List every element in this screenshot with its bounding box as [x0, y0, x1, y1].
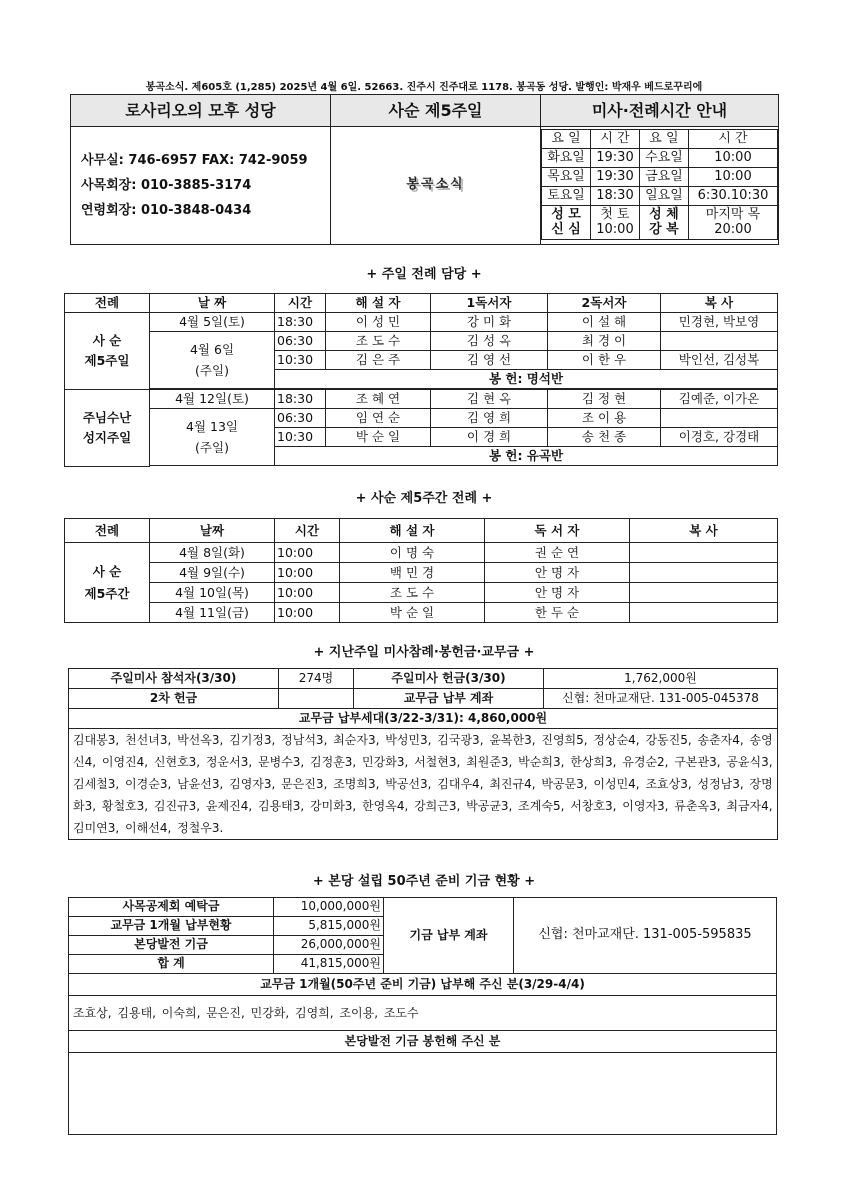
col-header: 시간 — [275, 294, 326, 313]
parish-name: 로사리오의 모후 성당 — [71, 95, 331, 127]
table-cell: 이 경 희 — [431, 428, 548, 447]
sunday-section-title: + 주일 전례 담당 + — [366, 267, 482, 282]
col-header: 독 서 자 — [485, 519, 630, 543]
liturgy-name: 사 순 제5주간 — [65, 543, 150, 623]
month-donor-list: 조효상, 김용태, 이숙희, 문은진, 민강화, 김영희, 조이용, 조도수 — [69, 996, 777, 1031]
fund-value: 26,000,000원 — [274, 936, 384, 955]
mt-cell: 금요일 — [639, 168, 688, 187]
mt-cell: 성 체 강 복 — [639, 206, 688, 240]
col-header: 날짜 — [150, 519, 275, 543]
time-cell: 18:30 — [275, 313, 326, 332]
col-header: 2독서자 — [548, 294, 661, 313]
liturgy-name: 주님수난 성지주일 — [65, 390, 150, 467]
fund-total-value: 41,815,000원 — [274, 955, 384, 974]
time-cell: 10:00 — [275, 563, 340, 583]
weekday-section-title: + 사순 제5주간 전례 + — [355, 491, 493, 506]
time-cell: 10:00 — [275, 543, 340, 563]
col-header: 전례 — [65, 519, 150, 543]
table-cell: 이 설 해 — [548, 313, 661, 332]
table-cell: 김 영 희 — [431, 409, 548, 428]
fund-total-label: 합 계 — [69, 955, 274, 974]
mass-time-title: 미사·전례시간 안내 — [541, 95, 779, 127]
office-phone: 사무실: 746-6957 FAX: 742-9059 — [81, 153, 308, 168]
contact-block — [71, 127, 331, 245]
mass-time-cell — [541, 127, 779, 245]
table-cell: 조 도 수 — [340, 583, 485, 603]
table-cell: 이 성 민 — [326, 313, 431, 332]
col-header: 날 짜 — [150, 294, 275, 313]
fund-account-label: 기금 납부 계좌 — [384, 898, 514, 974]
table-cell: 김 현 옥 — [431, 390, 548, 409]
cash-label: 주일미사 헌금(3/30) — [354, 669, 544, 689]
time-cell: 18:30 — [275, 390, 326, 409]
table-cell: 김 영 선 — [431, 351, 548, 370]
second-label: 2차 헌금 — [69, 689, 279, 709]
fund-label: 본당발전 기금 — [69, 936, 274, 955]
time-cell: 10:30 — [275, 428, 326, 447]
masthead: 봉곡소식. 제605호 (1,285) 2025년 4월 6일. 52663. 진주시 진주대로 1178. 봉곡동 성당. 발행인: 박재우 베드로꾸리에 — [145, 82, 703, 93]
table-cell: 이경호, 강경태 — [661, 428, 778, 447]
col-header: 전례 — [65, 294, 150, 313]
mt-cell: 수요일 — [639, 149, 688, 168]
mt-head: 요 일 — [639, 130, 688, 149]
fund-value: 5,815,000원 — [274, 917, 384, 936]
mt-cell: 10:00 — [688, 149, 777, 168]
mt-head: 시 간 — [688, 130, 777, 149]
second-value — [279, 689, 354, 709]
table-cell: 한 두 순 — [485, 603, 630, 623]
week-title: 사순 제5주일 — [331, 95, 541, 127]
fund-label: 교무금 1개월 납부현황 — [69, 917, 274, 936]
table-cell: 임 연 순 — [326, 409, 431, 428]
offering-group: 봉 헌: 유곡반 — [275, 447, 778, 466]
table-cell: 조 혜 연 — [326, 390, 431, 409]
time-cell: 10:30 — [275, 351, 326, 370]
table-cell: 박 순 일 — [340, 603, 485, 623]
mt-cell: 토요일 — [542, 187, 591, 206]
date-cell: 4월 13일 (주일) — [150, 409, 275, 466]
fund-section-title: + 본당 설립 50주년 준비 기금 현황 + — [312, 874, 536, 889]
mt-cell: 6:30.10:30 — [688, 187, 777, 206]
fund-value: 10,000,000원 — [274, 898, 384, 917]
table-cell: 송 천 종 — [548, 428, 661, 447]
date-cell: 4월 12일(토) — [150, 390, 275, 409]
date-cell: 4월 5일(토) — [150, 313, 275, 332]
account-label: 교무금 납부 계좌 — [354, 689, 544, 709]
attend-label: 주일미사 참석자(3/30) — [69, 669, 279, 689]
table-cell: 조 이 용 — [548, 409, 661, 428]
col-header: 복 사 — [661, 294, 778, 313]
mt-cell: 화요일 — [542, 149, 591, 168]
fund-label: 사목공제회 예탁금 — [69, 898, 274, 917]
council-phone: 사목회장: 010-3885-3174 — [81, 178, 252, 193]
table-cell — [630, 583, 778, 603]
date-cell: 4월 9일(수) — [150, 563, 275, 583]
table-cell: 조 도 수 — [326, 332, 431, 351]
table-cell: 이 한 우 — [548, 351, 661, 370]
date-cell: 4월 10일(목) — [150, 583, 275, 603]
donor-list: 김대봉3, 천선녀3, 박선옥3, 김기정3, 정남석3, 최순자3, 박성민3, 김국광3, 윤복한3, 진영희5, 정상순4, 강동진5, 송춘자4, 송영신4, 이영진4, 신현호3, 정운서3, 문병수3, 김정훈3, 민강화3, 서철현3, 최원준3, 박순희3, 한상희3, 유경순2, 구본관3, 공윤식3, 김세철3, 이경순3, 남윤선3, 김영자3, 문은진3, 조명희3, 박공선3, 김대우4, 최진규4, 박공문3, 이성민4, 조효상3, 성정남3, 장명화3, 황철호3, 김진규3, 윤제진4, 김용태3, 강미화3, 한영옥4, 강희근3, 박공균3, 조계숙5, 서창호3, 이영자3, 류춘옥3, 최금자4, 김미연3, 이해선4, 정철우3. — [69, 729, 778, 840]
col-header: 1독서자 — [431, 294, 548, 313]
table-cell — [630, 603, 778, 623]
fund-table — [68, 897, 777, 1135]
table-cell: 민경현, 박보영 — [661, 313, 778, 332]
table-cell — [661, 332, 778, 351]
table-cell: 백 민 경 — [340, 563, 485, 583]
mt-cell: 10:00 — [688, 168, 777, 187]
date-cell: 4월 11일(금) — [150, 603, 275, 623]
table-cell: 안 명 자 — [485, 563, 630, 583]
date-cell: 4월 6일 (주일) — [150, 332, 275, 389]
fund-account-value: 신협: 천마교재단. 131-005-595835 — [514, 898, 777, 974]
date-cell: 4월 8일(화) — [150, 543, 275, 563]
col-header: 해 설 자 — [326, 294, 431, 313]
household-title: 교무금 납부세대(3/22-3/31): 4,860,000원 — [69, 709, 778, 729]
dev-donor-list — [69, 1053, 777, 1135]
mt-cell: 첫 토 10:00 — [591, 206, 640, 240]
time-cell: 10:00 — [275, 603, 340, 623]
time-cell: 06:30 — [275, 409, 326, 428]
table-cell: 이 명 숙 — [340, 543, 485, 563]
sunday-table — [64, 293, 778, 467]
table-cell: 박 순 일 — [326, 428, 431, 447]
mt-cell: 마지막 목 20:00 — [688, 206, 777, 240]
mt-cell: 19:30 — [591, 168, 640, 187]
mass-time-table — [541, 129, 778, 240]
table-cell: 권 순 연 — [485, 543, 630, 563]
liturgy-name: 사 순 제5주일 — [65, 313, 150, 390]
offering-table — [68, 668, 778, 840]
weekday-table — [64, 518, 778, 623]
offering-section-title: + 지난주일 미사참례·봉헌금·교무금 + — [313, 645, 535, 660]
mt-cell: 18:30 — [591, 187, 640, 206]
time-cell: 06:30 — [275, 332, 326, 351]
table-cell: 김 성 옥 — [431, 332, 548, 351]
col-header: 시간 — [275, 519, 340, 543]
funeral-phone: 연령회장: 010-3848-0434 — [81, 203, 252, 218]
table-cell: 김 은 주 — [326, 351, 431, 370]
mt-cell: 일요일 — [639, 187, 688, 206]
table-cell: 박인선, 김성복 — [661, 351, 778, 370]
account-value: 신협: 천마교재단. 131-005-045378 — [544, 689, 778, 709]
table-cell: 강 미 화 — [431, 313, 548, 332]
table-cell: 김예준, 이가온 — [661, 390, 778, 409]
col-header: 복 사 — [630, 519, 778, 543]
table-cell — [661, 409, 778, 428]
time-cell: 10:00 — [275, 583, 340, 603]
offering-group: 봉 헌: 명석반 — [275, 370, 778, 389]
table-cell — [630, 543, 778, 563]
table-cell: 김 정 현 — [548, 390, 661, 409]
dev-donor-title: 본당발전 기금 봉헌해 주신 분 — [69, 1031, 777, 1053]
table-cell — [630, 563, 778, 583]
cash-value: 1,762,000원 — [544, 669, 778, 689]
mt-head: 시 간 — [591, 130, 640, 149]
newsletter-logo: 봉곡소식 — [331, 127, 541, 245]
mt-cell: 성 모 신 심 — [542, 206, 591, 240]
table-cell: 안 명 자 — [485, 583, 630, 603]
table-cell: 최 경 이 — [548, 332, 661, 351]
header-box — [70, 94, 779, 245]
attend-value: 274명 — [279, 669, 354, 689]
mt-head: 요 일 — [542, 130, 591, 149]
mt-cell: 19:30 — [591, 149, 640, 168]
mt-cell: 목요일 — [542, 168, 591, 187]
month-donor-title: 교무금 1개월(50주년 준비 기금) 납부해 주신 분(3/29-4/4) — [69, 974, 777, 996]
col-header: 해 설 자 — [340, 519, 485, 543]
